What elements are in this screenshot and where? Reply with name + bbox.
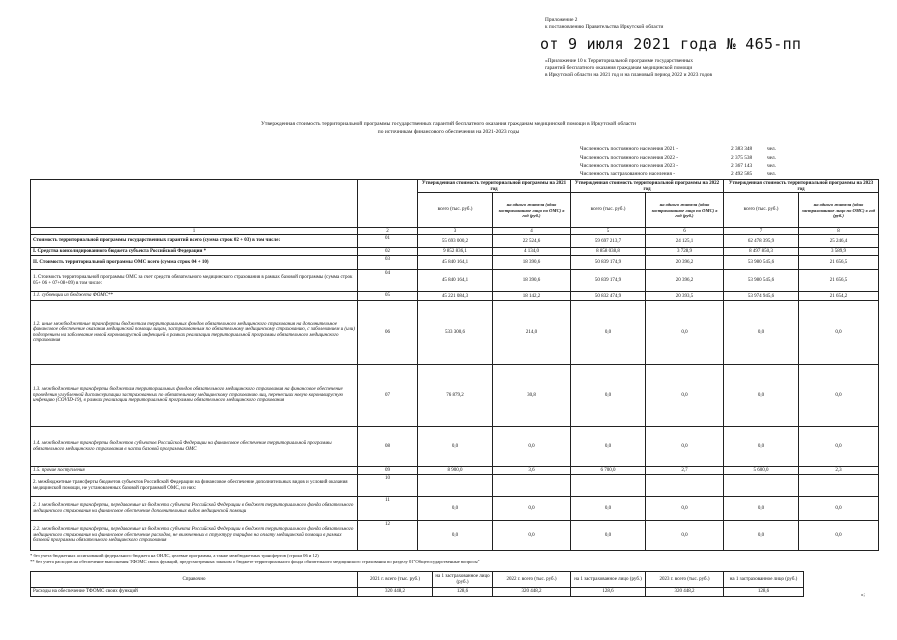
- row-value: 0,0: [646, 301, 724, 365]
- table-row: [31, 301, 879, 365]
- reference-row: [31, 588, 804, 597]
- subheader-per-capita: на одного жителя (одно застрахованное лицо по ОМС) в год (руб.): [799, 193, 879, 228]
- reference-value: 320 448,2: [358, 588, 433, 597]
- row-value: 0,0: [724, 521, 799, 551]
- row-code: 04: [358, 270, 418, 292]
- reference-row-label: Расходы на обеспечение ТФОМС своих функций: [31, 588, 358, 597]
- row-value: 0,0: [418, 427, 493, 467]
- row-value: [646, 475, 724, 497]
- row-label: 1.5. прочие поступления: [31, 467, 358, 475]
- footnote-1: * без учета бюджетных ассигнований федерального бюджета на ОНЛС, целевые программы, а также межбюджетных трансфертов (строки 06 и 12): [30, 553, 319, 558]
- row-code: 01: [358, 235, 418, 248]
- footnote-2: ** без учета расходов на обеспечение выполнения ТФОМС своих функций, предусмотренных законом о бюджете территориального фонда обязательного медицинского страхования по разделу 01"Общегосударственные вопросы": [30, 559, 480, 564]
- row-value: 3 728,9: [646, 248, 724, 256]
- row-value: 0,0: [646, 427, 724, 467]
- reference-col-header: на 1 застрахованное лицо (руб.): [571, 572, 646, 588]
- row-value: 533 300,6: [418, 301, 493, 365]
- row-label: 2. межбюджетные трансферты бюджетов субъектов Российской Федерации на финансовое обеспечение дополнительных видов и условий оказания медицинской помощи, не установленных базовой программой ОМС, из них:: [31, 475, 358, 497]
- row-value: 18 390,6: [493, 270, 571, 292]
- row-value: 0,0: [571, 497, 646, 521]
- table-row: [31, 256, 879, 270]
- row-code: 12: [358, 521, 418, 551]
- row-value: 0,0: [799, 301, 879, 365]
- population-label: Численность постоянного населения 2021 -: [580, 146, 679, 152]
- row-value: 2,3: [799, 467, 879, 475]
- row-value: 21 654,2: [799, 292, 879, 301]
- reference-header-row: [31, 572, 804, 588]
- row-code: 03: [358, 256, 418, 270]
- row-value: 25 246,4: [799, 235, 879, 248]
- population-value: 2 375 538: [731, 155, 753, 161]
- row-code: 08: [358, 427, 418, 467]
- subheader-total: всего (тыс. руб.): [724, 193, 799, 228]
- group-header-2021: Утвержденная стоимость территориальной программы на 2021 год: [418, 180, 571, 193]
- row-value: 0,0: [418, 521, 493, 551]
- population-unit: чел.: [767, 155, 776, 161]
- row-value: [418, 475, 493, 497]
- table-row: [31, 467, 879, 475]
- table-row: [31, 248, 879, 256]
- row-value: 0,0: [724, 301, 799, 365]
- row-code: 11: [358, 497, 418, 521]
- reference-col-header: 2021 г. всего (тыс. руб.): [358, 572, 433, 588]
- row-value: 6 700,0: [571, 467, 646, 475]
- row-label: 2.2. межбюджетные трансферты, передаваемые из бюджета субъекта Российской Федерации в бюджет территориального фонда обязательного медицинского страхования на финансовое обеспечение расходов, не включенных в структуру тарифов на оплату медицинской помощи в рамках базовой программы обязательного медицинского страхования: [31, 521, 358, 551]
- row-value: 9 852 836,1: [418, 248, 493, 256]
- table-row: [31, 235, 879, 248]
- row-value: 18 390,6: [493, 256, 571, 270]
- header-blank-cell: [358, 180, 418, 228]
- document-title: Утвержденная стоимость территориальной программы государственных гарантий бесплатного оказания гражданам медицинской помощи в Иркутской области: [261, 121, 636, 127]
- row-value: 0,0: [571, 365, 646, 427]
- row-code: 07: [358, 365, 418, 427]
- reference-value: 320 448,2: [493, 588, 571, 597]
- row-code: 10: [358, 475, 418, 497]
- population-label: Численность застрахованного населения -: [580, 171, 675, 177]
- column-number: 5: [571, 228, 646, 235]
- row-value: 45 221 084,3: [418, 292, 493, 301]
- row-value: 4 134,0: [493, 248, 571, 256]
- row-code: 09: [358, 467, 418, 475]
- row-value: 53 980 545,6: [724, 256, 799, 270]
- appendix-10-line: «Приложение 10 к Территориальной программе государственных: [545, 58, 694, 64]
- row-value: 0,0: [418, 497, 493, 521]
- closing-quote: »;: [861, 593, 865, 598]
- row-value: [724, 475, 799, 497]
- row-value: 30,8: [493, 365, 571, 427]
- decree-date-stamp: от 9 июля 2021 года № 465-пп: [540, 35, 802, 53]
- row-value: 22 524,6: [493, 235, 571, 248]
- row-value: 55 693 000,2: [418, 235, 493, 248]
- population-unit: чел.: [767, 163, 776, 169]
- population-label: Численность постоянного населения 2023 -: [580, 163, 679, 169]
- row-label: 1.3. межбюджетные трансферты бюджетам территориальных фондов обязательного медицинского страхования на финансовое обеспечение проведения углубленной диспансеризации застрахованных по обязательному медицинскому страхованию лиц, перенесших новую коронавирусную инфекцию (COVID-19), в рамках реализации территориальной программы обязательного медицинского страхования: [31, 365, 358, 427]
- row-value: 53 974 945,6: [724, 292, 799, 301]
- row-value: 0,0: [571, 521, 646, 551]
- row-value: 45 840 164,1: [418, 256, 493, 270]
- program-guarantees-line: гарантий бесплатного оказания гражданам медицинской помощи: [545, 65, 693, 71]
- row-label: 1. Стоимость территориальной программы ОМС за счет средств обязательного медицинского страхования в рамках базовой программы (сумма строк 05+ 06 + 07+08+09) в том числе:: [31, 270, 358, 292]
- row-value: 45 840 164,1: [418, 270, 493, 292]
- group-header-2023: Утвержденная стоимость территориальной программы на 2023 год: [724, 180, 879, 193]
- cost-table: [30, 179, 879, 551]
- row-value: 50 839 174,9: [571, 270, 646, 292]
- table-row: [31, 497, 879, 521]
- row-value: 0,0: [724, 427, 799, 467]
- row-label: 1.1. субвенции из бюджета ФОМС**: [31, 292, 358, 301]
- row-value: 214,0: [493, 301, 571, 365]
- row-value: 0,0: [493, 427, 571, 467]
- table-row: [31, 270, 879, 292]
- row-value: 20 396,2: [646, 270, 724, 292]
- row-value: 20 396,2: [646, 256, 724, 270]
- row-value: 50 839 174,9: [571, 256, 646, 270]
- population-label: Численность постоянного населения 2022 -: [580, 155, 679, 161]
- row-label: 2. 1 межбюджетные трансферты, передаваемые из бюджета субъекта Российской Федерации в бюджет территориального фонда обязательного медицинского страхования на финансовое обеспечение дополнительных видов медицинской помощи: [31, 497, 358, 521]
- column-number: 4: [493, 228, 571, 235]
- row-value: 0,0: [571, 301, 646, 365]
- row-value: 3 589,9: [799, 248, 879, 256]
- row-value: 62 478 395,9: [724, 235, 799, 248]
- subheader-per-capita: на одного жителя (одно застрахованное лицо по ОМС) в год (руб.): [493, 193, 571, 228]
- reference-col-header: 2023 г. всего (тыс. руб.): [646, 572, 724, 588]
- row-value: 0,0: [493, 497, 571, 521]
- row-value: 21 656,5: [799, 270, 879, 292]
- reference-col-header: 2022 г. всего (тыс. руб.): [493, 572, 571, 588]
- subheader-total: всего (тыс. руб.): [418, 193, 493, 228]
- reference-col-header: на 1 застрахованное лицо (руб.): [433, 572, 493, 588]
- population-value: 2 492 585: [731, 171, 753, 177]
- row-code: 02: [358, 248, 418, 256]
- population-unit: чел.: [767, 146, 776, 152]
- row-value: 50 832 474,9: [571, 292, 646, 301]
- reference-value: 128,6: [433, 588, 493, 597]
- row-value: 76 879,2: [418, 365, 493, 427]
- row-value: 53 980 545,6: [724, 270, 799, 292]
- row-value: 0,0: [646, 497, 724, 521]
- row-code: 06: [358, 301, 418, 365]
- table-row: [31, 292, 879, 301]
- row-value: 18 142,2: [493, 292, 571, 301]
- table-header-row: [31, 180, 879, 193]
- column-number: 1: [31, 228, 358, 235]
- column-number: 2: [358, 228, 418, 235]
- row-value: 24 125,1: [646, 235, 724, 248]
- row-value: 0,0: [799, 497, 879, 521]
- row-value: 8 497 850,3: [724, 248, 799, 256]
- reference-col-header: на 1 застрахованное лицо (руб.): [724, 572, 804, 588]
- row-value: 0,0: [646, 365, 724, 427]
- table-row: [31, 475, 879, 497]
- header-blank-cell: [31, 180, 358, 228]
- column-number: 8: [799, 228, 879, 235]
- row-value: 8 900,0: [418, 467, 493, 475]
- reference-value: 128,6: [571, 588, 646, 597]
- table-row: [31, 521, 879, 551]
- row-value: 8 858 038,8: [571, 248, 646, 256]
- reference-value: 320 448,2: [646, 588, 724, 597]
- row-label: II. Стоимость территориальной программы ОМС всего (сумма строк 04 + 10): [31, 256, 358, 270]
- column-number: 7: [724, 228, 799, 235]
- row-code: 05: [358, 292, 418, 301]
- program-period-line: в Иркутской области на 2021 год и на плановый период 2022 и 2023 годов: [545, 72, 713, 78]
- row-label: I. Средства консолидированного бюджета субъекта Российской Федерации *: [31, 248, 358, 256]
- group-header-2022: Утвержденная стоимость территориальной программы на 2022 год: [571, 180, 724, 193]
- row-label: Стоимость территориальной программы государственных гарантий всего (сумма строк 02 + 03) в том числе:: [31, 235, 358, 248]
- population-value: 2 367 143: [731, 163, 753, 169]
- row-value: 0,0: [493, 521, 571, 551]
- row-value: 0,0: [799, 365, 879, 427]
- row-value: 0,0: [571, 427, 646, 467]
- row-value: 59 697 213,7: [571, 235, 646, 248]
- row-value: 5 600,0: [724, 467, 799, 475]
- column-number-row: [31, 228, 879, 235]
- row-value: 2,7: [646, 467, 724, 475]
- population-value: 2 383 348: [731, 146, 753, 152]
- table-row: [31, 427, 879, 467]
- column-number: 6: [646, 228, 724, 235]
- document-subtitle: по источникам финансового обеспечения на 2021-2023 годы: [377, 129, 520, 135]
- subheader-total: всего (тыс. руб.): [571, 193, 646, 228]
- row-value: 21 656,5: [799, 256, 879, 270]
- row-value: [571, 475, 646, 497]
- appendix-line: Приложение 2: [545, 17, 578, 23]
- reference-value: 128,6: [724, 588, 804, 597]
- subheader-per-capita: на одного жителя (одно застрахованное лицо по ОМС) в год (руб.): [646, 193, 724, 228]
- column-number: 3: [418, 228, 493, 235]
- row-value: 3,6: [493, 467, 571, 475]
- row-value: [799, 475, 879, 497]
- population-unit: чел.: [767, 171, 776, 177]
- row-value: 0,0: [646, 521, 724, 551]
- row-value: 0,0: [724, 365, 799, 427]
- row-label: 1.2. иные межбюджетные трансферты бюджетам территориальных фондов обязательного медицинского страхования на дополнительное финансовое обеспечение оказания медицинской помощи лицам, застрахованным по обязательному медицинскому страхованию, с заболеванием и (или) подозрением на заболевание новой коронавирусной инфекцией в рамках реализации территориальной программы обязательного медицинского страхования: [31, 301, 358, 365]
- row-value: 0,0: [799, 427, 879, 467]
- row-value: 0,0: [724, 497, 799, 521]
- row-value: 0,0: [799, 521, 879, 551]
- row-label: 1.4. межбюджетные трансферты бюджетов субъектов Российской Федерации на финансовое обеспечение территориальной программы обязательного медицинского страхования в части базовой программы ОМС: [31, 427, 358, 467]
- appendix-ref-line: к постановлению Правительства Иркутской области: [545, 24, 664, 30]
- table-row: [31, 365, 879, 427]
- reference-table: [30, 571, 804, 597]
- row-value: [493, 475, 571, 497]
- row-value: 20 393,5: [646, 292, 724, 301]
- reference-label-header: Справочно: [31, 572, 358, 588]
